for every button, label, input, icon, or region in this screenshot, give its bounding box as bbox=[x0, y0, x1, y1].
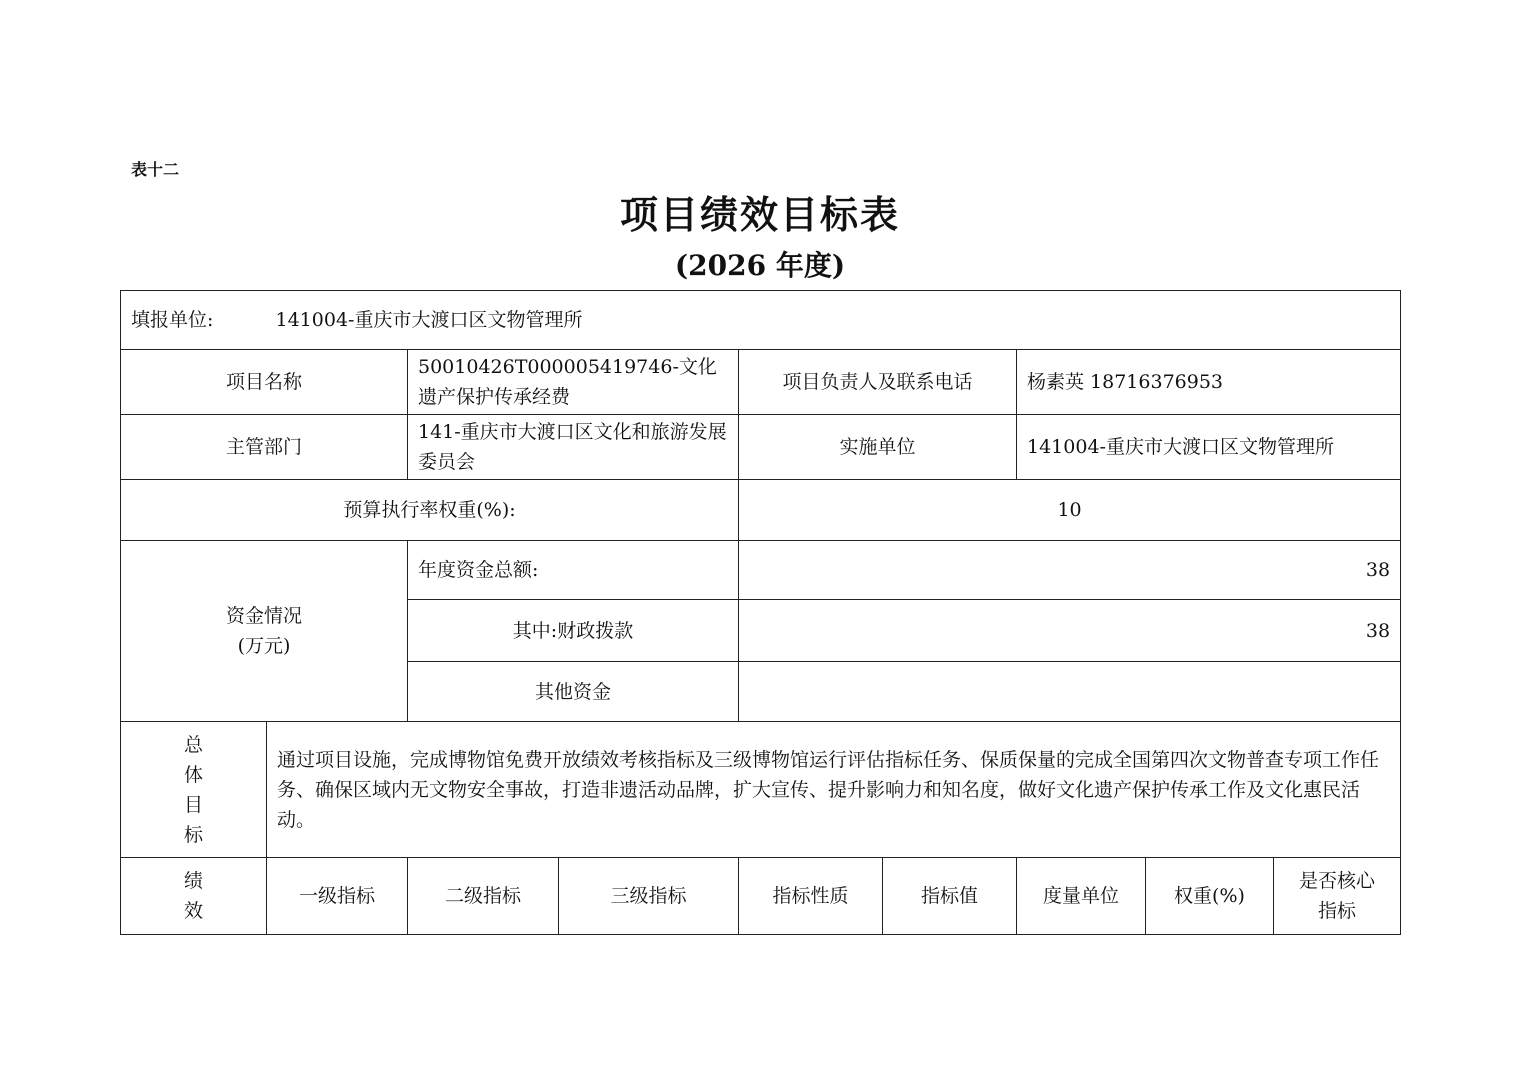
implementing-unit-value: 141004-重庆市大渡口区文物管理所 bbox=[1017, 415, 1401, 480]
header-nature: 指标性质 bbox=[739, 858, 883, 935]
header-core-line1: 是否核心 bbox=[1299, 870, 1376, 892]
performance-char: 绩 bbox=[183, 870, 203, 892]
overall-goal-char: 标 bbox=[183, 823, 203, 846]
project-name-value: 50010426T000005419746-文化遗产保护传承经费 bbox=[408, 350, 739, 415]
reporting-unit-row bbox=[121, 291, 1401, 350]
overall-goal-char: 体 bbox=[183, 763, 203, 786]
department-row bbox=[121, 415, 1401, 480]
project-name-row bbox=[121, 350, 1401, 415]
performance-goal-table bbox=[120, 290, 1401, 935]
project-name-label: 项目名称 bbox=[121, 350, 408, 415]
header-level2: 二级指标 bbox=[408, 858, 559, 935]
funds-label bbox=[121, 541, 408, 722]
budget-rate-row bbox=[121, 480, 1401, 541]
page-subtitle: (2026 年度) bbox=[674, 249, 846, 282]
fiscal-value: 38 bbox=[739, 600, 1401, 662]
budget-rate-value: 10 bbox=[739, 480, 1401, 541]
reporting-unit-cell bbox=[121, 291, 1401, 350]
header-level3: 三级指标 bbox=[559, 858, 739, 935]
annual-total-label: 年度资金总额: bbox=[408, 541, 739, 600]
budget-rate-label: 预算执行率权重(%): bbox=[121, 480, 739, 541]
reporting-unit-value: 141004-重庆市大渡口区文物管理所 bbox=[275, 309, 583, 331]
overall-goal-label bbox=[121, 722, 267, 858]
header-value: 指标值 bbox=[883, 858, 1017, 935]
overall-goal-text: 通过项目设施，完成博物馆免费开放绩效考核指标及三级博物馆运行评估指标任务、保质保量的完成全国第四次文物普查专项工作任务、确保区域内无文物安全事故，打造非遗活动品牌，扩大宣传、提升影响力和知名度，做好文化遗产保护传承工作及文化惠民活动。 bbox=[267, 722, 1401, 858]
page-title: 项目绩效目标表 bbox=[619, 192, 900, 237]
overall-goal-row bbox=[121, 722, 1401, 858]
header-weight: 权重(%) bbox=[1146, 858, 1274, 935]
header-unit: 度量单位 bbox=[1017, 858, 1146, 935]
funds-label-line1: 资金情况 bbox=[225, 605, 302, 627]
project-leader-value: 杨素英 18716376953 bbox=[1017, 350, 1401, 415]
overall-goal-char: 总 bbox=[183, 733, 203, 756]
department-value: 141-重庆市大渡口区文化和旅游发展委员会 bbox=[408, 415, 739, 480]
header-level1: 一级指标 bbox=[267, 858, 408, 935]
other-funds-label: 其他资金 bbox=[408, 662, 739, 722]
reporting-unit-label: 填报单位: bbox=[131, 309, 214, 331]
performance-label bbox=[121, 858, 267, 935]
header-core bbox=[1274, 858, 1401, 935]
annual-total-row bbox=[121, 541, 1401, 600]
implementing-unit-label: 实施单位 bbox=[739, 415, 1017, 480]
header-core-line2: 指标 bbox=[1318, 900, 1357, 922]
department-label: 主管部门 bbox=[121, 415, 408, 480]
overall-goal-char: 目 bbox=[183, 793, 203, 816]
performance-char: 效 bbox=[183, 900, 203, 922]
indicator-header-row bbox=[121, 858, 1401, 935]
annual-total-value: 38 bbox=[739, 541, 1401, 600]
table-number: 表十二 bbox=[131, 160, 180, 179]
other-funds-value bbox=[739, 662, 1401, 722]
project-leader-label: 项目负责人及联系电话 bbox=[739, 350, 1017, 415]
funds-label-line2: (万元) bbox=[237, 635, 291, 657]
fiscal-label: 其中:财政拨款 bbox=[408, 600, 739, 662]
